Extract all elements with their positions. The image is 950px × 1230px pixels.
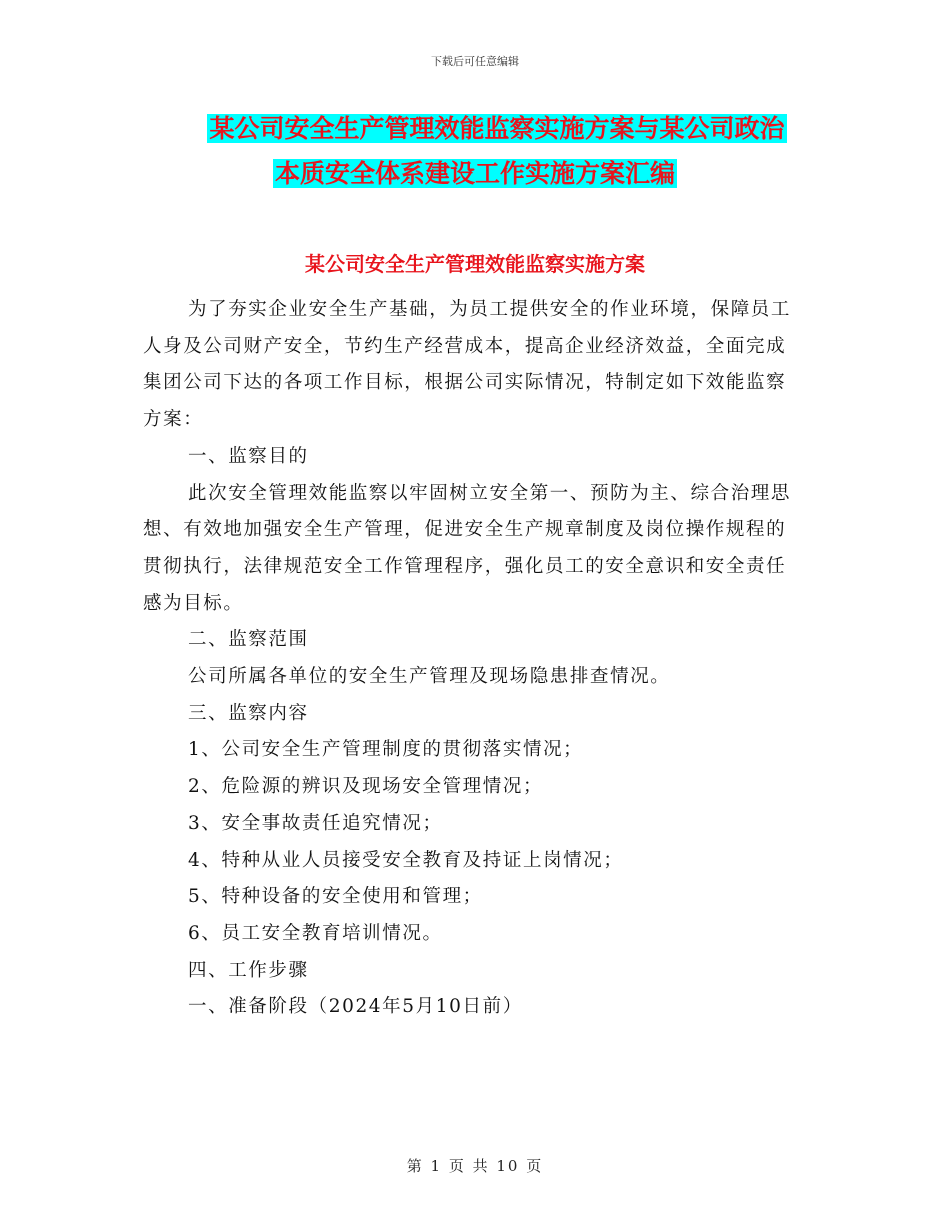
step-preparation: 一、准备阶段（2024年5月10日前） <box>188 996 523 1018</box>
document-title-line-1 <box>22 112 950 146</box>
title-highlight-2: 本质安全体系建设工作实施方案汇编 <box>274 159 675 188</box>
list-item: 4、特种从业人员接受安全教育及持证上岗情况； <box>188 849 624 871</box>
list-item: 2、危险源的辨识及现场安全管理情况； <box>188 776 544 798</box>
list-item: 1、公司安全生产管理制度的贯彻落实情况； <box>188 739 584 761</box>
header-note: 下载后可任意编辑 <box>431 55 519 68</box>
heading-steps: 四、工作步骤 <box>188 959 309 981</box>
list-item: 6、员工安全教育培训情况。 <box>188 922 443 944</box>
paragraph-scope: 公司所属各单位的安全生产管理及现场隐患排查情况。 <box>188 666 671 688</box>
section-title: 某公司安全生产管理效能监察实施方案 <box>305 252 645 276</box>
page-indicator: 第 1 页 共 10 页 <box>406 1157 544 1175</box>
document-title-line-2 <box>0 157 950 191</box>
title-highlight-1: 某公司安全生产管理效能监察实施方案与某公司政治 <box>209 114 785 143</box>
list-item: 3、安全事故责任追究情况； <box>188 812 443 834</box>
document-body <box>143 292 803 1026</box>
list-item: 5、特种设备的安全使用和管理； <box>188 886 483 908</box>
heading-purpose: 一、监察目的 <box>188 445 309 467</box>
paragraph-intro: 为了夯实企业安全生产基础，为员工提供安全的作业环境，保障员工人身及公司财产安全，节约生产经营成本，提高企业经济效益，全面完成集团公司下达的各项工作目标，根据公司实际情况，特制定如下效能监察方案： <box>143 299 792 431</box>
heading-scope: 二、监察范围 <box>188 629 309 651</box>
paragraph-purpose: 此次安全管理效能监察以牢固树立安全第一、预防为主、综合治理思想、有效地加强安全生产管理，促进安全生产规章制度及岗位操作规程的贯彻执行，法律规范安全工作管理程序，强化员工的安全意识和安全责任感为目标。 <box>143 482 792 614</box>
heading-content: 三、监察内容 <box>188 702 309 724</box>
